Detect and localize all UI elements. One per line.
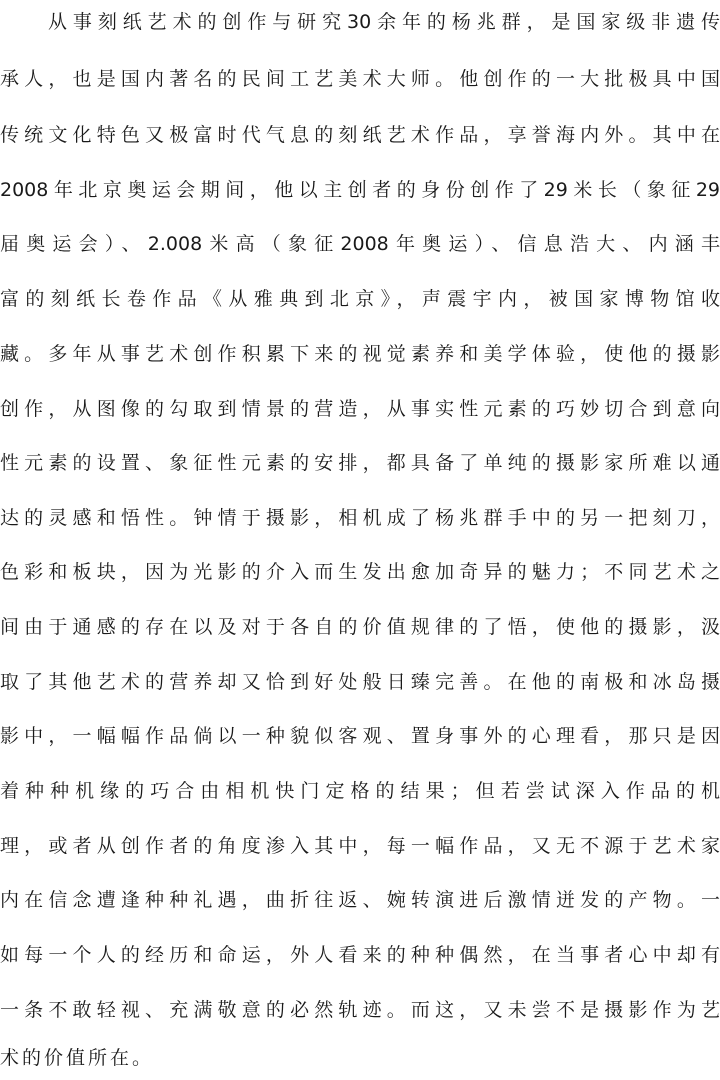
text-line: 从事刻纸艺术的创作与研究30余年的杨兆群，是国家级非遗传 xyxy=(48,11,720,33)
text-line: 创作，从图像的勾取到情景的营造，从事实性元素的巧妙切合到意向 xyxy=(0,398,720,420)
text-line: 2008年北京奥运会期间，他以主创者的身份创作了29米长（象征29 xyxy=(0,179,720,201)
text-line: 达的灵感和悟性。钟情于摄影，相机成了杨兆群手中的另一把刻刀， xyxy=(0,507,720,529)
text-line: 取了其他艺术的营养却又恰到好处般日臻完善。在他的南极和冰岛摄 xyxy=(0,671,720,693)
text-line: 传统文化特色又极富时代气息的刻纸艺术作品，享誉海内外。其中在 xyxy=(0,124,720,146)
text-line: 藏。多年从事艺术创作积累下来的视觉素养和美学体验，使他的摄影 xyxy=(0,343,720,365)
text-line: 色彩和板块，因为光影的介入而生发出愈加奇异的魅力；不同艺术之 xyxy=(0,561,720,583)
text-line: 一条不敢轻视、充满敬意的必然轨迹。而这，又未尝不是摄影作为艺 xyxy=(0,999,720,1021)
text-line: 间由于通感的存在以及对于各自的价值规律的了悟，使他的摄影，汲 xyxy=(0,616,720,638)
text-line: 着种种机缘的巧合由相机快门定格的结果；但若尝试深入作品的机 xyxy=(0,780,720,802)
text-line: 承人，也是国内著名的民间工艺美术大师。他创作的一大批极具中国 xyxy=(0,68,720,90)
text-line: 内在信念遭逢种种礼遇，曲折往返、婉转演进后激情迸发的产物。一 xyxy=(0,889,720,911)
text-line: 理，或者从创作者的角度渗入其中，每一幅作品，又无不源于艺术家 xyxy=(0,835,720,857)
text-line: 术的价值所在。 xyxy=(0,1047,155,1069)
text-line: 富的刻纸长卷作品《从雅典到北京》，声震宇内，被国家博物馆收 xyxy=(0,288,720,310)
text-line: 影中，一幅幅作品倘以一种貌似客观、置身事外的心理看，那只是因 xyxy=(0,725,720,747)
text-line: 性元素的设置、象征性元素的安排，都具备了单纯的摄影家所难以通 xyxy=(0,452,720,474)
text-line: 如每一个人的经历和命运，外人看来的种种偶然，在当事者心中却有 xyxy=(0,944,720,966)
text-line: 届奥运会）、2.008米高（象征2008年奥运）、信息浩大、内涵丰 xyxy=(0,233,720,255)
